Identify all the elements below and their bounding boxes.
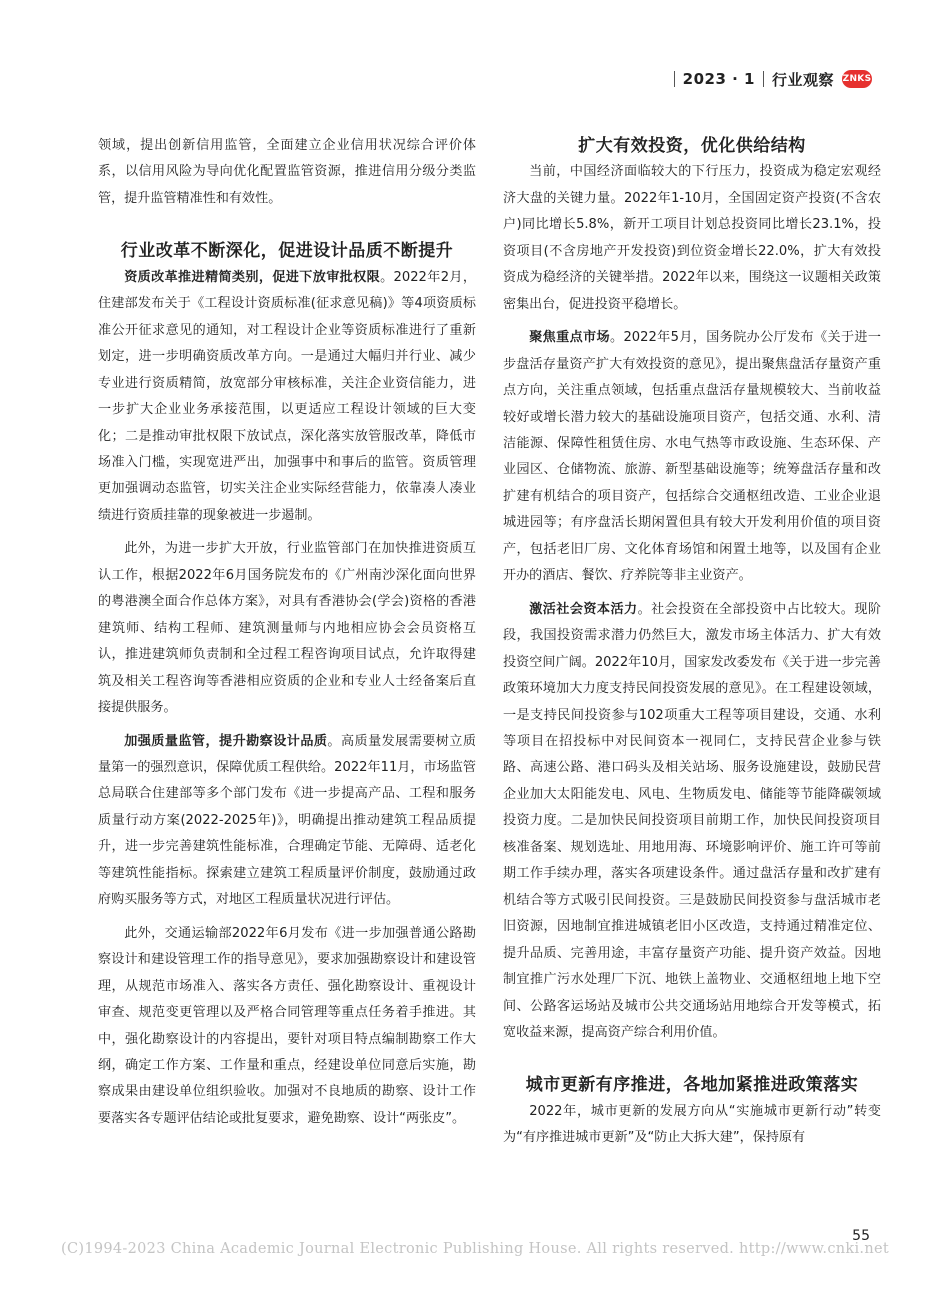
paragraph-lead: 聚焦重点市场 (529, 330, 610, 346)
right-column (503, 133, 881, 1152)
page-number: 55 (852, 1228, 870, 1244)
section-title: 行业观察 (771, 70, 834, 89)
logo-text: ZNKS (842, 74, 872, 84)
paragraph: 2022年，城市更新的发展方向从“实施城市更新行动”转变为“有序推进城市更新”及“防止大拆大建”，保持原有 (503, 1103, 881, 1146)
paragraph: 此外，交通运输部2022年6月发布《进一步加强普通公路勘察设计和建设管理工作的指导意见》，要求加强勘察设计和建设管理，从规范市场准入、落实各方责任、强化勘察设计、重视设计审查、规范变更管理以及严格合同管理等重点任务着手推进。其中，强化勘察设计的内容提出，要针对项目特点编制勘察工作大纲，确定工作方案、工作量和重点，经建设单位同意后实施，勘察成果由建设单位组织验收。加强对不良地质的勘察、设计工作要落实各专题评估结论或批复要求，避免勘察、设计“两张皮”。 (98, 925, 476, 1126)
paragraph (503, 325, 881, 590)
section-heading: 行业改革不断深化，促进设计品质不断提升 (120, 241, 454, 262)
paragraph-text: 。2022年5月，国务院办公厅发布《关于进一步盘活存量资产扩大有效投资的意见》，提出聚焦盘活存量资产重点方向，关注重点领域，包括重点盘活存量规模较大、当前收益较好或增长潜力较大的基础设施项目资产，包括交通、水利、清洁能源、保障性租赁住房、水电气热等市政设施、生态环保、产业园区、仓储物流、旅游、新型基础设施等；统筹盘活存量和改扩建有机结合的项目资产，包括综合交通枢纽改造、工业企业退城进园等；有序盘活长期闲置但具有较大开发利用价值的项目资产，包括老旧厂房、文化体育场馆和闲置土地等，以及国有企业开办的酒店、餐饮、疗养院等非主业资产。 (503, 330, 881, 584)
header-divider (763, 71, 764, 87)
paragraph (98, 729, 476, 914)
section-heading: 城市更新有序推进，各地加紧推进政策落实 (525, 1075, 859, 1096)
paragraph-text: 。高质量发展需要树立质量第一的强烈意识，保障优质工程供给。2022年11月，市场监管总局联合住建部等多个部门发布《进一步提高产品、工程和服务质量行动方案(2022-2025年)》，明确提出推动建筑工程品质提升，进一步完善建筑性能标准，合理确定节能、无障碍、适老化等建筑性能指标。探索建立建筑工程质量评价制度，鼓励通过政府购买服务等方式，对地区工程质量状况进行评估。 (98, 733, 477, 908)
paragraph-lead: 资质改革推进精简类别，促进下放审批权限 (124, 269, 381, 285)
journal-logo-icon (842, 70, 872, 88)
paragraph-intro: 领域，提出创新信用监管，全面建立企业信用状况综合评价体系，以信用风险为导向优化配置监管资源，推进信用分级分类监管，提升监管精准性和有效性。 (98, 138, 476, 206)
paragraph-lead: 激活社会资本活力 (529, 601, 638, 617)
paragraph (503, 597, 881, 1047)
issue-label: 2023 · 1 (682, 70, 755, 88)
paragraph-text: 。2022年2月，住建部发布关于《工程设计资质标准(征求意见稿)》等4项资质标准公开征求意见的通知，对工程设计企业等资质标准进行了重新划定，进一步明确资质改革方向。一是通过大幅归并行业、减少专业进行资质精简，放宽部分审核标准，关注企业资信能力，进一步扩大企业业务承接范围，以更适应工程设计领域的巨大变化；二是推动审批权限下放试点，深化落实放管服改革，降低市场准入门槛，实现宽进严出，加强事中和事后的监管。资质管理更加强调动态监管，切实关注企业实际经营能力，依靠凑人凑业绩进行资质挂靠的现象被进一步遏制。 (98, 269, 476, 523)
header-divider (674, 71, 675, 87)
left-column (98, 133, 476, 1132)
page-header (666, 68, 872, 90)
paragraph: 此外，为进一步扩大开放，行业监管部门在加快推进资质互认工作，根据2022年6月国务院发布的《广州南沙深化面向世界的粤港澳全面合作总体方案》，对具有香港协会(学会)资格的香港建筑师、结构工程师、建筑测量师与内地相应协会会员资格互认，推进建筑师负责制和全过程工程咨询项目试点，允许取得建筑及相关工程咨询等香港相应资质的企业和专业人士经备案后直接提供服务。 (98, 541, 476, 716)
paragraph: 当前，中国经济面临较大的下行压力，投资成为稳定宏观经济大盘的关键力量。2022年1-10月，全国固定资产投资(不含农户)同比增长5.8%，新开工项目计划总投资同比增长23.1%，投资项目(不含房地产开发投资)到位资金增长22.0%，扩大有效投资成为稳经济的关键举措。2022年以来，围绕这一议题相关政策密集出台，促进投资平稳增长。 (503, 164, 881, 312)
section-heading: 扩大有效投资，优化供给结构 (578, 136, 806, 156)
paragraph (98, 265, 476, 530)
paragraph-lead: 加强质量监管，提升勘察设计品质 (124, 733, 328, 749)
paragraph-text: 。社会投资在全部投资中占比较大。现阶段，我国投资需求潜力仍然巨大，激发市场主体活力、扩大有效投资空间广阔。2022年10月，国家发改委发布《关于进一步完善政策环境加大力度支持民间投资发展的意见》。在工程建设领域，一是支持民间投资参与102项重大工程等项目建设，交通、水利等项目在招投标中对民间资本一视同仁，支持民营企业参与铁路、高速公路、港口码头及相关站场、服务设施建设，鼓励民营企业加大太阳能发电、风电、生物质发电、储能等节能降碳领域投资力度。二是加快民间投资项目前期工作，加快民间投资项目核准备案、规划选址、用地用海、环境影响评价、施工许可等前期工作手续办理，落实各项建设条件。通过盘活存量和改扩建有机结合等方式吸引民间投资。三是鼓励民间投资参与盘活城市老旧资源，因地制宜推进城镇老旧小区改造，支持通过精准定位、提升品质、完善用途，丰富存量资产功能、提升资产效益。因地制宜推广污水处理厂下沉、地铁上盖物业、交通枢纽地上地下空间、公路客运场站及城市公共交通场站用地综合开发等模式，拓宽收益来源，提高资产综合利用价值。 (503, 601, 881, 1040)
copyright-watermark: (C)1994-2023 China Academic Journal Electronic Publishing House. All rights reserved. http://www.cnki.net (61, 1241, 889, 1257)
